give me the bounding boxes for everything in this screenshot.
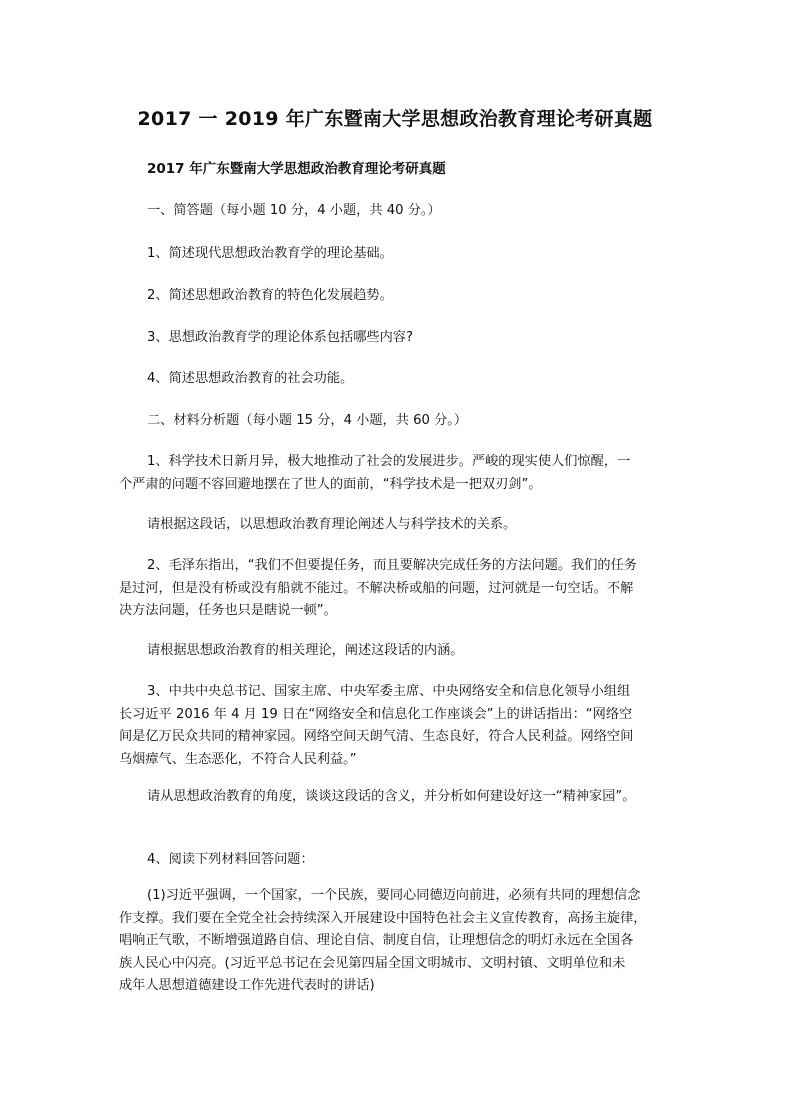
material-3-line: 间是亿万民众共同的精神家园。网络空间天朗气清、生态良好，符合人民利益。网络空间 <box>119 729 634 744</box>
material-2-line: 决方法问题，任务也只是瞎说一顿”。 <box>119 603 337 618</box>
material-4-heading: 4、阅读下列材料回答问题： <box>147 852 314 867</box>
material-4-line: 唱响正气歌，不断增强道路自信、理论自信、制度自信，让理想信念的明灯永远在全国各 <box>119 933 634 948</box>
material-1-line: 个严肃的问题不容回避地摆在了世人的面前，“科学技术是一把双刃剑”。 <box>119 476 542 492</box>
question-1: 1、简述现代思想政治教育学的理论基础。 <box>147 246 393 261</box>
material-1-prompt: 请根据这段话，以思想政治教育理论阐述人与科学技术的关系。 <box>147 517 517 532</box>
material-3-line: 长习近平 2016 年 4 月 19 日在“网络安全和信息化工作座谈会”上的讲话指出：“网络空 <box>119 706 633 722</box>
material-2-prompt: 请根据思想政治教育的相关理论，阐述这段话的内涵。 <box>147 643 464 658</box>
material-2 <box>119 555 679 623</box>
question-3: 3、思想政治教育学的理论体系包括哪些内容? <box>147 330 413 345</box>
material-2-line: 2、毛泽东指出，“我们不但要提任务，而且要解决完成任务的方法问题。我们的任务 <box>147 558 637 573</box>
material-2-line: 是过河，但是没有桥或没有船就不能过。不解决桥或船的问题，过河就是一句空话。不解 <box>119 580 634 596</box>
material-3 <box>119 681 679 771</box>
question-4: 4、简述思想政治教育的社会功能。 <box>147 371 354 386</box>
material-4-line: (1)习近平强调，一个国家，一个民族，要同心同德迈向前进，必须有共同的理想信念 <box>147 888 641 903</box>
section2-heading: 二、材料分析题（每小题 15 分，4 小题，共 60 分。） <box>147 413 468 428</box>
document-title: 2017 一 2019 年广东暨南大学思想政治教育理论考研真题 <box>137 108 653 130</box>
material-4-line: 成年人思想道德建设工作先进代表时的讲话) <box>119 978 375 993</box>
material-1-line: 1、科学技术日新月异，极大地推动了社会的发展进步。严峻的现实使人们惊醒，一 <box>147 454 631 469</box>
material-1 <box>119 451 679 496</box>
material-4-line: 作支撑。我们要在全党全社会持续深入开展建设中国特色社会主义宣传教育，高扬主旋律， <box>119 910 647 926</box>
material-4-line: 族人民心中闪亮。(习近平总书记在会见第四届全国文明城市、文明村镇、文明单位和未 <box>119 955 626 971</box>
exam-subtitle: 2017 年广东暨南大学思想政治教育理论考研真题 <box>147 161 446 177</box>
material-3-line: 乌烟瘴气、生态恶化，不符合人民利益。” <box>119 751 357 767</box>
material-3-prompt: 请从思想政治教育的角度，谈谈这段话的含义，并分析如何建设好这一“精神家园”。 <box>147 789 636 804</box>
question-2: 2、简述思想政治教育的特色化发展趋势。 <box>147 288 393 303</box>
material-3-line: 3、中共中央总书记、国家主席、中央军委主席、中央网络安全和信息化领导小组组 <box>147 684 631 699</box>
section1-heading: 一、简答题（每小题 10 分，4 小题，共 40 分。） <box>147 203 441 218</box>
material-4 <box>119 885 679 998</box>
